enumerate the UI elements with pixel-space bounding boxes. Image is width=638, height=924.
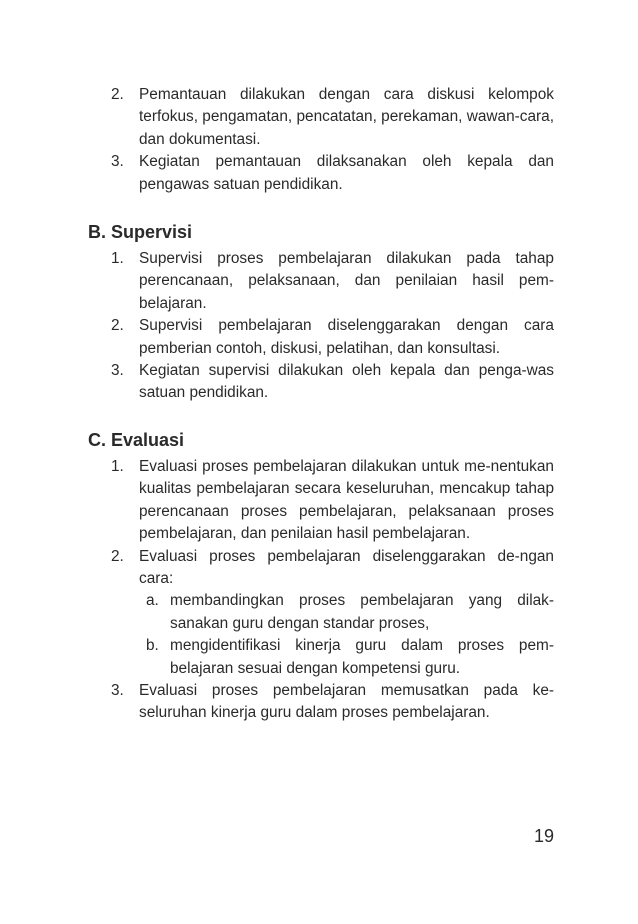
pemantauan-list: [0, 84, 638, 196]
item-text: Kegiatan pemantauan dilaksanakan oleh kepala dan pengawas satuan pendidikan.: [139, 153, 554, 193]
list-item: [0, 84, 638, 151]
item-number: 2.: [111, 317, 124, 335]
sub-item-letter: b.: [146, 637, 159, 655]
item-number: 2.: [111, 86, 124, 103]
sub-item-text: membandingkan proses pembelajaran yang dilak-sanakan guru dengan standar proses,: [170, 592, 554, 632]
item-text: Pemantauan dilakukan dengan cara diskusi kelompok terfokus, pengamatan, pencatatan, perekaman, wawan-cara, dan dokumentasi.: [139, 86, 554, 148]
sub-list-item: [0, 635, 638, 680]
list-item: [0, 456, 638, 546]
sub-item-text: mengidentifikasi kinerja guru dalam proses pem-belajaran sesuai dengan kompetensi guru.: [170, 637, 554, 677]
list-item: [0, 151, 638, 196]
list-item: [0, 248, 638, 315]
item-text: Kegiatan supervisi dilakukan oleh kepala dan penga-was satuan pendidikan.: [139, 362, 554, 402]
item-number: 1.: [111, 458, 124, 475]
section-heading-supervisi: B. Supervisi: [88, 222, 193, 242]
item-number: 3.: [111, 362, 124, 380]
item-text: Evaluasi proses pembelajaran memusatkan pada ke-seluruhan kinerja guru dalam proses pembelajaran.: [139, 682, 554, 722]
evaluasi-list: [0, 456, 638, 725]
item-number: 1.: [111, 250, 124, 267]
list-item: [0, 680, 638, 725]
item-number: 3.: [111, 682, 124, 700]
list-item: [0, 360, 638, 405]
section-heading-evaluasi: C. Evaluasi: [88, 430, 185, 450]
list-item: [0, 546, 638, 591]
item-text: Evaluasi proses pembelajaran dilakukan untuk me-nentukan kualitas pembelajaran secara keseluruhan, mencakup tahap perencanaan proses pembelajaran, pelaksanaan proses pembelajaran, dan penilaian hasil pembelajaran.: [139, 458, 554, 543]
list-item: [0, 315, 638, 360]
sub-item-letter: a.: [146, 592, 159, 610]
supervisi-list: [0, 248, 638, 405]
page-number: 19: [533, 826, 554, 846]
item-text: Supervisi proses pembelajaran dilakukan pada tahap perencanaan, pelaksanaan, dan penilaian hasil pem-belajaran.: [139, 250, 554, 312]
item-text: Evaluasi proses pembelajaran diselenggarakan de-ngan cara:: [139, 547, 554, 588]
item-number: 3.: [111, 153, 124, 171]
item-text: Supervisi pembelajaran diselenggarakan dengan cara pemberian contoh, diskusi, pelatihan, dan konsultasi.: [139, 317, 554, 357]
sub-list-item: [0, 590, 638, 635]
item-number: 2.: [111, 547, 124, 565]
